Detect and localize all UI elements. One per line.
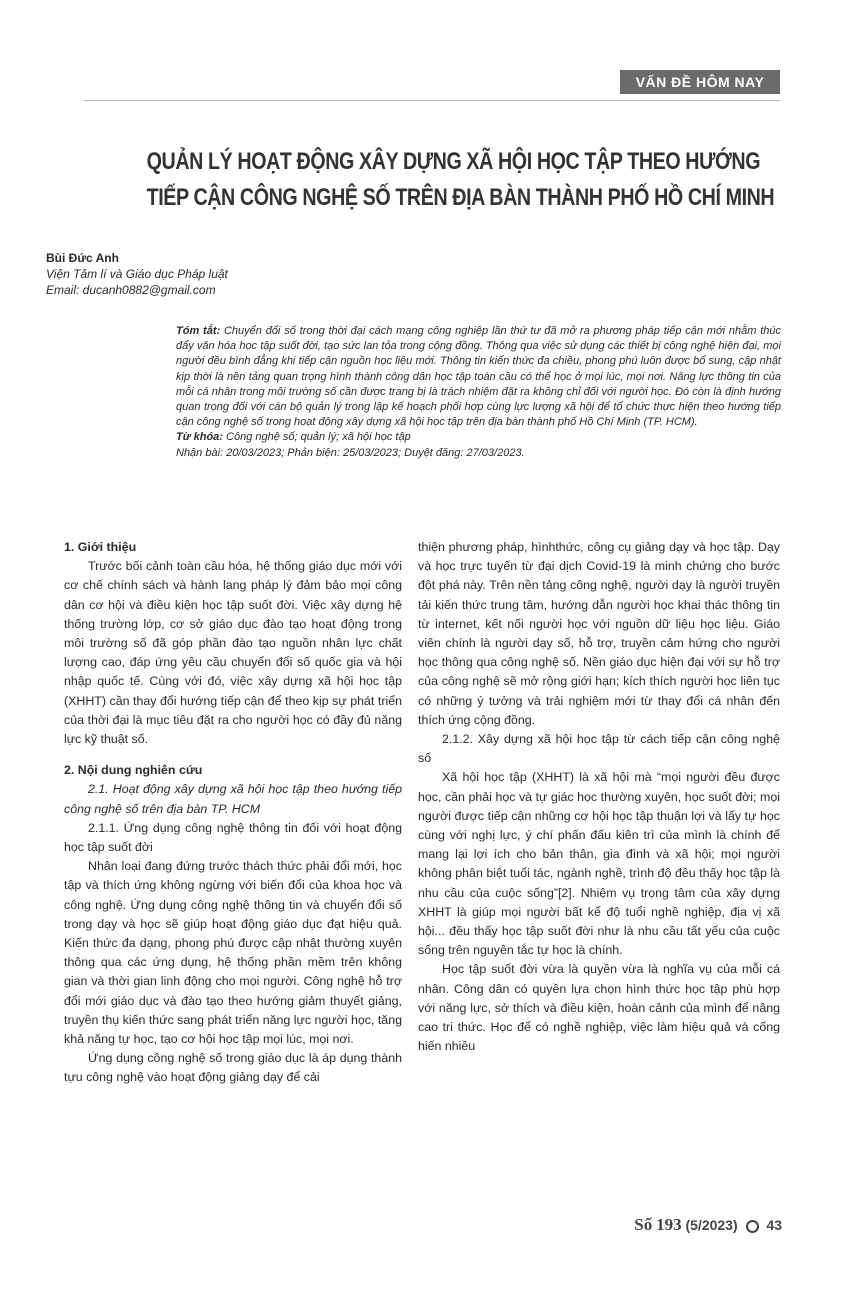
issue-date: (5/2023) xyxy=(685,1217,738,1233)
circle-bullet-icon xyxy=(746,1220,759,1233)
body-column-right xyxy=(418,538,780,1056)
title-line-1: QUẢN LÝ HOẠT ĐỘNG XÂY DỰNG XÃ HỘI HỌC TẬP THEO HƯỚNG xyxy=(146,148,761,175)
page-footer xyxy=(634,1215,782,1235)
author-email: Email: ducanh0882@gmail.com xyxy=(46,283,216,297)
section-heading-content: 2. Nội dung nghiên cứu xyxy=(64,763,203,778)
author-block xyxy=(46,250,228,298)
issue-label: Số xyxy=(634,1215,653,1234)
article-dates: Nhận bài: 20/03/2023; Phản biện: 25/03/2023; Duyệt đăng: 27/03/2023. xyxy=(176,446,525,459)
abstract xyxy=(176,324,781,430)
abstract-block xyxy=(176,324,781,461)
issue-number: 193 xyxy=(656,1215,682,1234)
body-column-left xyxy=(64,538,402,1088)
paragraph: Nhân loại đang đứng trước thách thức phải đổi mới, học tập và thích ứng không ngừng với biến đổi của khoa học và công nghệ. Ứng dụng công nghệ thông tin và chuyển đổi số trong dạy và học sẽ giúp hoạt động giáo dục đạt hiệu quả. Kiến thức đa dạng, phong phú được cập nhật thường xuyên thông qua các ứng dụng, hệ thống phần mềm trên không gian và thời gian linh động cho mọi người. Công nghệ hỗ trợ đổi mới giáo dục và đào tạo theo hướng giảm thuyết giảng, truyền thụ kiến thức sang phát triển năng lực người học, tăng khả năng tự học, tạo cơ hội học tập mọi lúc, mọi nơi. xyxy=(64,859,402,1047)
paragraph: thiện phương pháp, hìnhthức, công cụ giảng dạy và học tập. Dạy và học trực tuyến từ đại dịch Covid-19 là minh chứng cho bước đột phá này. Trên nền tảng công nghệ, người dạy là người truyền tải kiến thức trung tâm, hướng dẫn người học khai thác thông tin từ internet, kết nối người học với nguồn dữ liệu học liệu. Giáo viên chính là người dạy số, hỗ trợ, truyền cảm hứng cho người học thông qua công nghệ số. Nền giáo dục hiện đại với sự hỗ trợ của công nghệ sẽ mở rộng giới hạn; kích thích người học liên tục có những ý tưởng và trải nghiệm mới từ thay đổi cá nhân đến thích ứng cộng đồng. xyxy=(418,540,780,727)
abstract-text: Chuyển đổi số trong thời đại cách mạng công nghiệp lần thứ tư đã mở ra phương pháp tiếp cận mới nhằm thúc đẩy văn hóa học tập suốt đời, tạo sức lan tỏa trong cộng đồng. Thông qua việc sử dụng các thiết bị công nghệ hiện đại, mọi người đều bình đẳng khi tiếp cận nguồn học liệu mới. Thông tin kiến thức đa chiều, phong phú luôn được bổ sung, cập nhật kịp thời là nền tảng quan trọng hình thành công dân học tập toàn cầu có thể học ở mọi lúc, mọi nơi. Năng lực thông tin của mỗi cá nhân trong môi trường số cần được trang bị là trách nhiệm đặt ra không chỉ đối với người học. Đó còn là định hướng quan trọng đối với cán bộ quản lý trong lập kế hoạch phối hợp cùng lực lượng xã hội để tổ chức thực hiện theo hướng tiếp cận công nghệ số trong hoạt động xây dựng xã hội học tập trên địa bàn thành phố Hồ Chí Minh (TP. HCM). xyxy=(176,325,781,429)
author-affiliation: Viện Tâm lí và Giáo dục Pháp luật xyxy=(46,267,228,281)
keywords xyxy=(176,430,781,445)
article-title xyxy=(146,144,775,216)
abstract-label: Tóm tắt: xyxy=(176,325,221,337)
header-rule xyxy=(84,100,780,101)
section-heading-intro: 1. Giới thiệu xyxy=(64,540,137,554)
subsection-heading: 2.1.2. Xây dựng xã hội học tập từ cách tiếp cận công nghệ số xyxy=(418,732,780,766)
author-name: Bùi Đức Anh xyxy=(46,251,119,265)
subsection-heading: 2.1. Hoạt động xây dựng xã hội học tập theo hướng tiếp công nghệ số trên địa bàn TP. HCM xyxy=(64,782,402,816)
subsection-heading: 2.1.1. Ứng dụng công nghệ thông tin đối với hoạt động học tập suốt đời xyxy=(64,820,402,855)
keywords-label: Từ khóa: xyxy=(176,431,223,444)
paragraph: Học tập suốt đời vừa là quyền vừa là nghĩa vụ của mỗi cá nhân. Công dân có quyền lựa chọn hình thức học tập phù hợp với năng lực, sở thích và điều kiện, hoàn cảnh của mình để nâng cao tri thức. Học để có nghề nghiệp, việc làm hiệu quả và cống hiến nhiều xyxy=(418,962,780,1054)
paragraph: Trước bối cảnh toàn cầu hóa, hệ thống giáo dục mới với cơ chế chính sách và hành lang pháp lý đảm bảo mọi công dân cơ hội và điều kiện học tập suốt đời. Việc xây dựng hệ thống trường lớp, cơ sở giáo dục đào tạo hoạt động trong môi trường số đã góp phần đào tạo nguồn nhân lực chất lượng cao, đáp ứng yêu cầu chuyển đổi số quốc gia và hội nhập quốc tế. Cùng với đó, việc xây dựng xã hội học tập (XHHT) cần thay đổi hướng tiếp cận để theo kịp sự phát triển của thời đại là mục tiêu đặt ra cho người học có đầy đủ năng lực kỹ thuật số. xyxy=(64,559,402,747)
section-tag: VẤN ĐỀ HÔM NAY xyxy=(620,70,780,94)
page-number: 43 xyxy=(766,1217,782,1233)
paragraph: Xã hội học tập (XHHT) là xã hội mà “mọi người đều được học, cần phải học và tự giác học thường xuyên, học suốt đời; mọi người được tiếp cận những cơ hội học tập thuận lợi và lấy tự học cùng với nghị lực, ý chí phấn đấu kiên trì của mình là chính để mang lại lợi ích cho bản thân, gia đình và xã hội; mọi người không phân biệt tuổi tác, ngành nghề, trình độ đều thấy học tập là nhu cầu của cuộc sống”[2]. Nhiệm vụ trọng tâm của xây dựng XHHT là giúp mọi người bất kể độ tuổi nghề nghiệp, địa vị xã hội... đều thấy học tập suốt đời như là nhu cầu tất yếu của cuộc sống trên nguyên tắc tự học là chính. xyxy=(418,770,780,958)
keywords-text: Công nghệ số; quản lý; xã hội học tập xyxy=(226,431,411,444)
title-line-2: TIẾP CẬN CÔNG NGHỆ SỐ TRÊN ĐỊA BÀN THÀNH PHỐ HỒ CHÍ MINH xyxy=(146,184,775,211)
paragraph: Ứng dụng công nghệ số trong giáo dục là áp dụng thành tựu công nghệ vào hoạt động giảng dạy để cải xyxy=(64,1051,402,1085)
